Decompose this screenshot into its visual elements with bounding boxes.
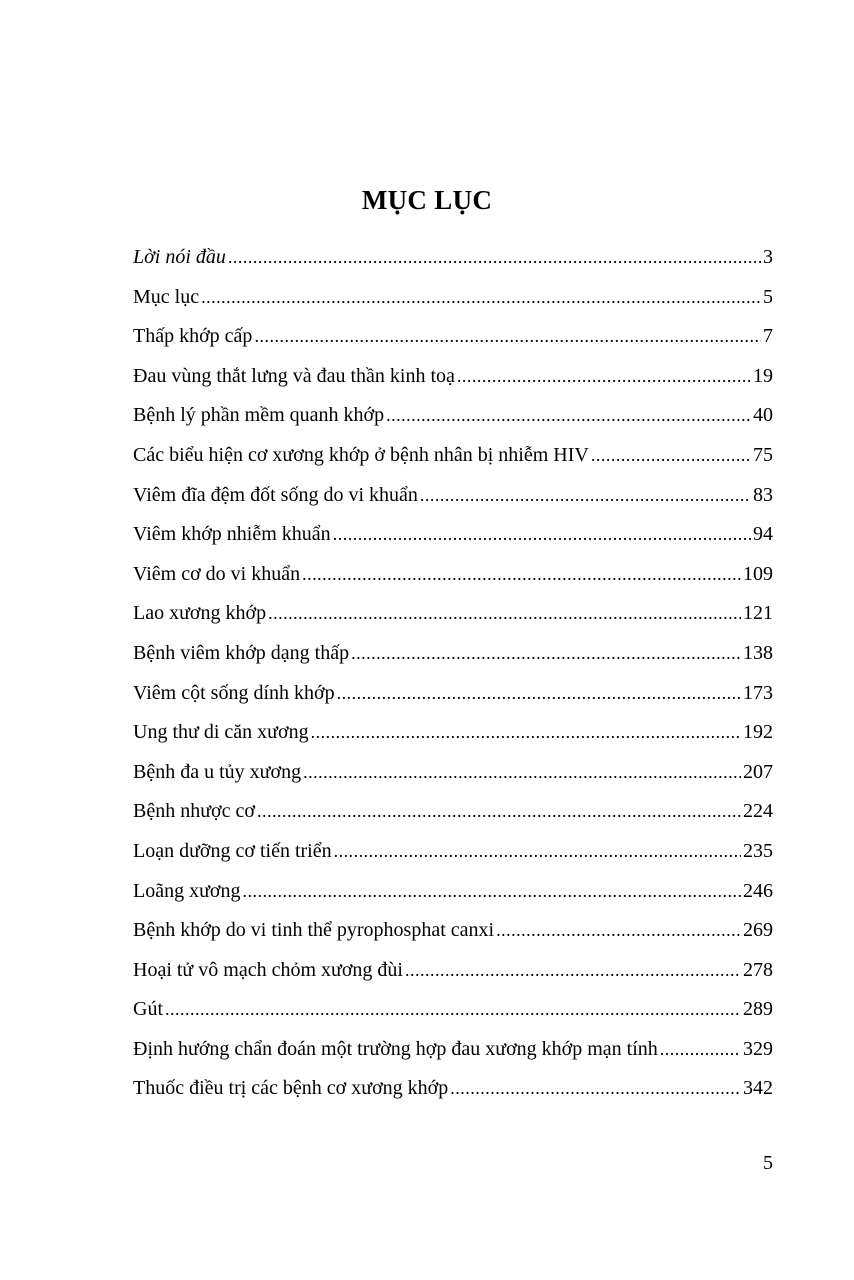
toc-entry: [133, 278, 773, 318]
toc-dot-leader: [243, 872, 741, 912]
toc-entry-page: 138: [743, 641, 773, 664]
toc-entry-title: Đau vùng thắt lưng và đau thần kinh toạ: [133, 364, 455, 387]
toc-entry-title: Viêm đĩa đệm đốt sống do vi khuẩn: [133, 483, 418, 506]
toc-entry: [133, 1030, 773, 1070]
toc-entry-title: Lao xương khớp: [133, 602, 267, 625]
toc-dot-leader: [303, 753, 741, 793]
toc-entry-page: 329: [743, 1037, 773, 1060]
toc-dot-leader: [457, 357, 751, 397]
toc-entry: [133, 990, 773, 1030]
page-title: MỤC LỤC: [361, 185, 493, 216]
toc-entry: [133, 911, 773, 951]
toc-entry-page: 94: [753, 523, 773, 546]
toc-dot-leader: [302, 555, 741, 595]
toc-dot-leader: [591, 436, 751, 476]
toc-entry-page: 19: [753, 364, 773, 387]
toc-dot-leader: [337, 674, 741, 714]
toc-dot-leader: [660, 1030, 741, 1070]
toc-entry: [133, 555, 773, 595]
toc-entry: [133, 753, 773, 793]
toc-entry-page: 289: [743, 998, 773, 1021]
toc-entry: [133, 832, 773, 872]
toc-entry-page: 224: [743, 800, 773, 823]
toc-entry-page: 269: [743, 919, 773, 942]
toc-dot-leader: [254, 317, 761, 357]
toc-entry-title: Gút: [133, 998, 163, 1021]
toc-entry-title: Định hướng chẩn đoán một trường hợp đau xương khớp mạn tính: [133, 1037, 658, 1060]
toc-dot-leader: [351, 634, 741, 674]
toc-entry: [133, 872, 773, 912]
toc-entry-page: 121: [743, 602, 773, 625]
toc-entry-title: Lời nói đầu: [133, 246, 226, 268]
toc-dot-leader: [257, 792, 741, 832]
toc-dot-leader: [450, 1069, 741, 1109]
toc-entry-title: Bệnh viêm khớp dạng thấp: [133, 641, 350, 664]
toc-entry-title: Thấp khớp cấp: [133, 325, 253, 348]
toc-dot-leader: [268, 594, 741, 634]
toc-entry-title: Bệnh nhược cơ: [133, 800, 255, 823]
toc-entry: [133, 792, 773, 832]
toc-entry: [133, 476, 773, 516]
toc-entry-title: Thuốc điều trị các bệnh cơ xương khớp: [133, 1077, 449, 1100]
toc-entry: [133, 436, 773, 476]
toc-dot-leader: [311, 713, 741, 753]
toc-dot-leader: [334, 832, 741, 872]
toc-entry: [133, 238, 773, 278]
toc-entry-title: Ung thư di căn xương: [133, 721, 309, 744]
toc-entry-title: Bệnh đa u tủy xương: [133, 760, 302, 783]
toc-entry-title: Loạn dưỡng cơ tiến triển: [133, 839, 332, 862]
toc-entry: [133, 634, 773, 674]
toc-entry-title: Viêm cột sống dính khớp: [133, 681, 335, 704]
toc-entry: [133, 357, 773, 397]
toc-entry-title: Mục lục: [133, 285, 200, 308]
toc-entry-page: 246: [743, 879, 773, 902]
toc-entry-page: 278: [743, 958, 773, 981]
toc-entry: [133, 396, 773, 436]
toc-dot-leader: [333, 515, 751, 555]
toc-entry: [133, 594, 773, 634]
toc-entry-page: 5: [763, 285, 773, 308]
toc-entry-title: Bệnh lý phần mềm quanh khớp: [133, 404, 385, 427]
toc-entry-page: 192: [743, 721, 773, 744]
toc-dot-leader: [201, 278, 761, 318]
table-of-contents: [133, 238, 773, 1109]
toc-entry: [133, 674, 773, 714]
toc-entry-title: Bệnh khớp do vi tinh thể pyrophosphat canxi: [133, 919, 495, 942]
toc-entry-page: 75: [753, 443, 773, 466]
toc-entry-page: 207: [743, 760, 773, 783]
toc-dot-leader: [496, 911, 741, 951]
toc-entry-page: 83: [753, 483, 773, 506]
toc-entry-title: Viêm khớp nhiễm khuẩn: [133, 523, 331, 546]
toc-dot-leader: [228, 238, 761, 278]
page-number: 5: [763, 1152, 773, 1174]
toc-entry-title: Loãng xương: [133, 879, 241, 902]
toc-entry: [133, 713, 773, 753]
toc-dot-leader: [420, 476, 751, 516]
toc-entry: [133, 1069, 773, 1109]
toc-entry-page: 7: [763, 325, 773, 348]
toc-dot-leader: [405, 951, 741, 991]
toc-entry: [133, 317, 773, 357]
toc-entry-page: 342: [743, 1077, 773, 1100]
toc-entry-page: 109: [743, 562, 773, 585]
toc-entry-page: 40: [753, 404, 773, 427]
toc-entry-title: Hoại tử vô mạch chỏm xương đùi: [133, 958, 403, 981]
toc-dot-leader: [165, 990, 741, 1030]
toc-entry-title: Các biểu hiện cơ xương khớp ở bệnh nhân bị nhiễm HIV: [133, 443, 589, 466]
toc-dot-leader: [386, 396, 751, 436]
toc-entry: [133, 951, 773, 991]
toc-entry-title: Viêm cơ do vi khuẩn: [133, 562, 301, 585]
toc-entry-page: 173: [743, 681, 773, 704]
toc-entry: [133, 515, 773, 555]
toc-entry-page: 3: [763, 246, 773, 268]
toc-entry-page: 235: [743, 839, 773, 862]
